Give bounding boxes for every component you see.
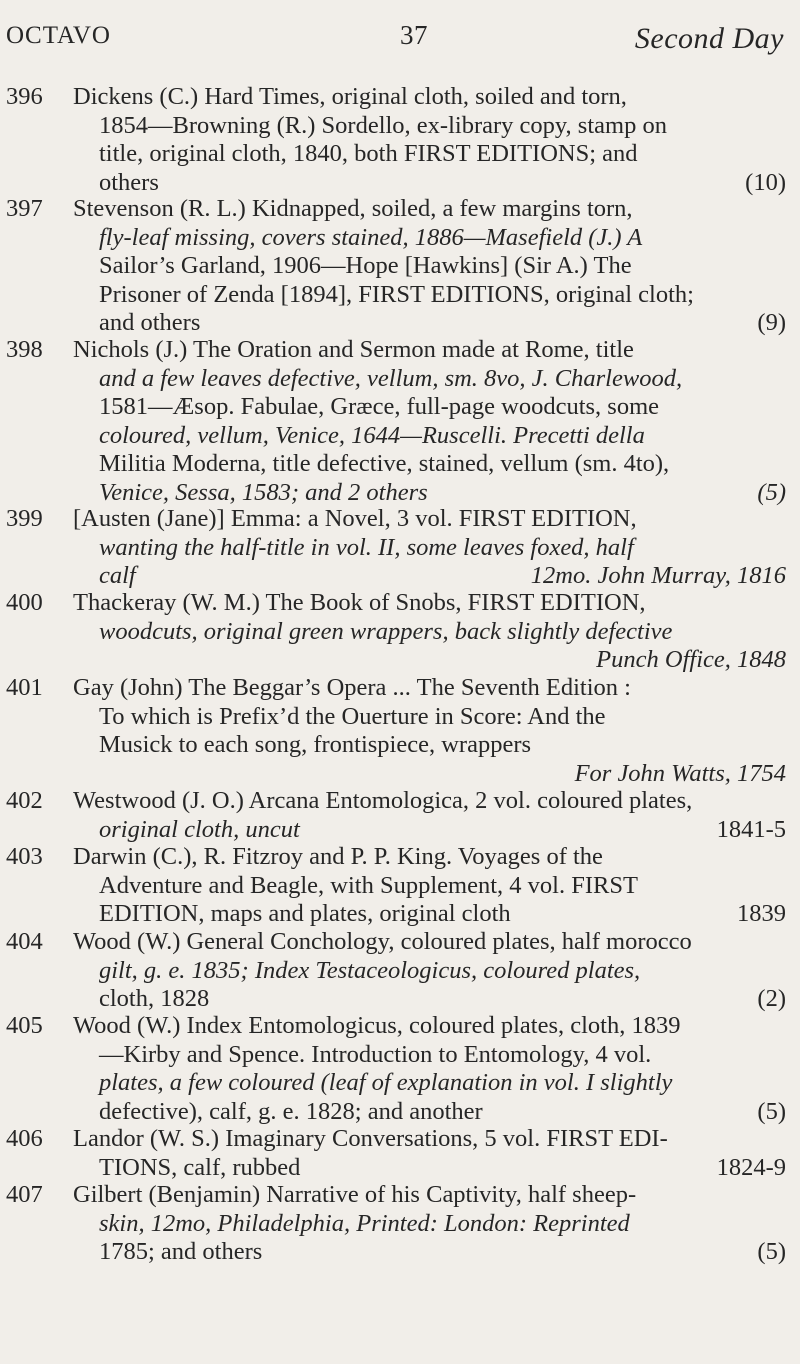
- lot-number: 396: [6, 83, 43, 110]
- lot-number: 399: [6, 505, 43, 532]
- description-line: Sailor’s Garland, 1906—Hope [Hawkins] (Sir A.) The: [99, 252, 632, 279]
- lot-number: 407: [6, 1181, 43, 1208]
- lot-footer-line: [73, 816, 786, 845]
- page-header: [6, 22, 794, 62]
- description-line: skin, 12mo, Philadelphia, Printed: London: Reprinted: [99, 1209, 630, 1237]
- lot-description: [73, 1181, 786, 1267]
- description-line: fly-leaf missing, covers stained, 1886—Masefield (J.) A: [99, 223, 643, 251]
- lot-imprint: 12mo. John Murray, 1816: [530, 562, 786, 589]
- lot-quantity: (5): [757, 478, 786, 506]
- lot-quantity: (5): [757, 1097, 786, 1125]
- description-line: Dickens (C.) Hard Times, original cloth, soiled and torn,: [73, 83, 627, 110]
- description-line: plates, a few coloured (leaf of explanation in vol. I slightly: [99, 1069, 673, 1096]
- lot-date: 1839: [737, 900, 786, 927]
- description-line: woodcuts, original green wrappers, back slightly defective: [99, 617, 673, 645]
- lot-footer-line: [73, 169, 786, 198]
- description-line: 1854—Browning (R.) Sordello, ex-library copy, stamp on: [99, 111, 667, 139]
- lot-imprint: Punch Office, 1848: [596, 646, 786, 673]
- description-line: Wood (W.) Index Entomologicus, coloured plates, cloth, 1839: [73, 1012, 681, 1039]
- lot-number: 400: [6, 589, 43, 616]
- lot-description: [73, 1125, 786, 1182]
- lot-footer-text: others: [99, 168, 159, 196]
- description-line: Stevenson (R. L.) Kidnapped, soiled, a few margins torn,: [73, 195, 633, 222]
- sale-day-label: Second Day: [634, 22, 784, 55]
- section-label: OCTAVO: [6, 22, 111, 49]
- lot-footer-line: [73, 985, 786, 1014]
- lot-number: 403: [6, 843, 43, 870]
- lot-footer-text: EDITION, maps and plates, original cloth: [99, 900, 511, 927]
- description-line: wanting the half-title in vol. II, some leaves foxed, half: [99, 533, 634, 561]
- lot-footer-text: defective), calf, g. e. 1828; and another: [99, 1097, 483, 1125]
- description-line: Militia Moderna, title defective, stained, vellum (sm. 4to),: [99, 450, 670, 477]
- description-line: Landor (W. S.) Imaginary Conversations, 5 vol. FIRST EDI-: [73, 1125, 668, 1152]
- lot-footer-line: [73, 309, 786, 338]
- lot-description: [73, 83, 786, 197]
- lot-quantity: (10): [745, 168, 786, 196]
- description-line: To which is Prefix’d the Ouerture in Score: And the: [99, 702, 606, 730]
- lot-quantity: (2): [757, 985, 786, 1012]
- description-line: Darwin (C.), R. Fitzroy and P. P. King. Voyages of the: [73, 843, 603, 870]
- description-line: Thackeray (W. M.) The Book of Snobs, FIRST EDITION,: [73, 589, 646, 616]
- description-line: Gilbert (Benjamin) Narrative of his Captivity, half sheep-: [73, 1181, 637, 1208]
- description-line: Wood (W.) General Conchology, coloured plates, half morocco: [73, 928, 692, 955]
- lot-number: 402: [6, 787, 43, 814]
- description-line: gilt, g. e. 1835; Index Testaceologicus, coloured plates,: [99, 956, 641, 984]
- lot-description: [73, 674, 786, 788]
- lot-description: [73, 195, 786, 338]
- description-line: and a few leaves defective, vellum, sm. 8vo, J. Charlewood,: [99, 364, 683, 392]
- description-line: Westwood (J. O.) Arcana Entomologica, 2 vol. coloured plates,: [73, 787, 693, 814]
- lot-quantity: (5): [757, 1238, 786, 1265]
- page-number: 37: [400, 20, 428, 50]
- lot-description: [73, 787, 786, 844]
- description-line: —Kirby and Spence. Introduction to Entomology, 4 vol.: [99, 1040, 652, 1068]
- lot-footer-line: [73, 1098, 786, 1127]
- description-line: 1581—Æsop. Fabulae, Græce, full-page woodcuts, some: [99, 393, 659, 420]
- lot-number: 401: [6, 674, 43, 701]
- description-line: [Austen (Jane)] Emma: a Novel, 3 vol. FIRST EDITION,: [73, 505, 637, 532]
- lot-number: 397: [6, 195, 43, 222]
- lot-description: [73, 336, 786, 507]
- lot-footer-line: [73, 646, 786, 675]
- lot-description: [73, 589, 786, 675]
- lot-date: 1824-9: [716, 1153, 786, 1181]
- lot-footer-line: [73, 760, 786, 789]
- lot-number: 405: [6, 1012, 43, 1039]
- lot-footer-line: [73, 900, 786, 929]
- lot-footer-text: TIONS, calf, rubbed: [99, 1153, 301, 1181]
- description-line: Nichols (J.) The Oration and Sermon made at Rome, title: [73, 336, 634, 363]
- lot-imprint: For John Watts, 1754: [574, 759, 786, 787]
- lot-description: [73, 505, 786, 591]
- lot-footer-line: [73, 479, 786, 508]
- lot-date: 1841-5: [716, 815, 786, 843]
- lot-footer-line: [73, 562, 786, 591]
- description-line: Gay (John) The Beggar’s Opera ... The Seventh Edition :: [73, 674, 631, 701]
- lot-footer-text: and others: [99, 309, 201, 336]
- lot-footer-text: Venice, Sessa, 1583; and 2 others: [99, 478, 428, 506]
- description-line: Musick to each song, frontispiece, wrappers: [99, 731, 532, 758]
- lot-footer-text: cloth, 1828: [99, 985, 210, 1012]
- lot-number: 404: [6, 928, 43, 955]
- lot-footer-line: [73, 1238, 786, 1267]
- description-line: Prisoner of Zenda [1894], FIRST EDITIONS, original cloth;: [99, 280, 694, 308]
- lot-footer-text: original cloth, uncut: [99, 815, 300, 843]
- description-line: Adventure and Beagle, with Supplement, 4 vol. FIRST: [99, 871, 638, 899]
- lot-footer-text: calf: [99, 562, 136, 589]
- lot-description: [73, 1012, 786, 1126]
- lot-footer-text: 1785; and others: [99, 1238, 263, 1265]
- description-line: title, original cloth, 1840, both FIRST EDITIONS; and: [99, 140, 638, 167]
- lot-quantity: (9): [757, 309, 786, 336]
- description-line: coloured, vellum, Venice, 1644—Ruscelli. Precetti della: [99, 421, 645, 449]
- lot-number: 406: [6, 1125, 43, 1152]
- lot-number: 398: [6, 336, 43, 363]
- lot-description: [73, 928, 786, 1014]
- lot-footer-line: [73, 1154, 786, 1183]
- lot-description: [73, 843, 786, 929]
